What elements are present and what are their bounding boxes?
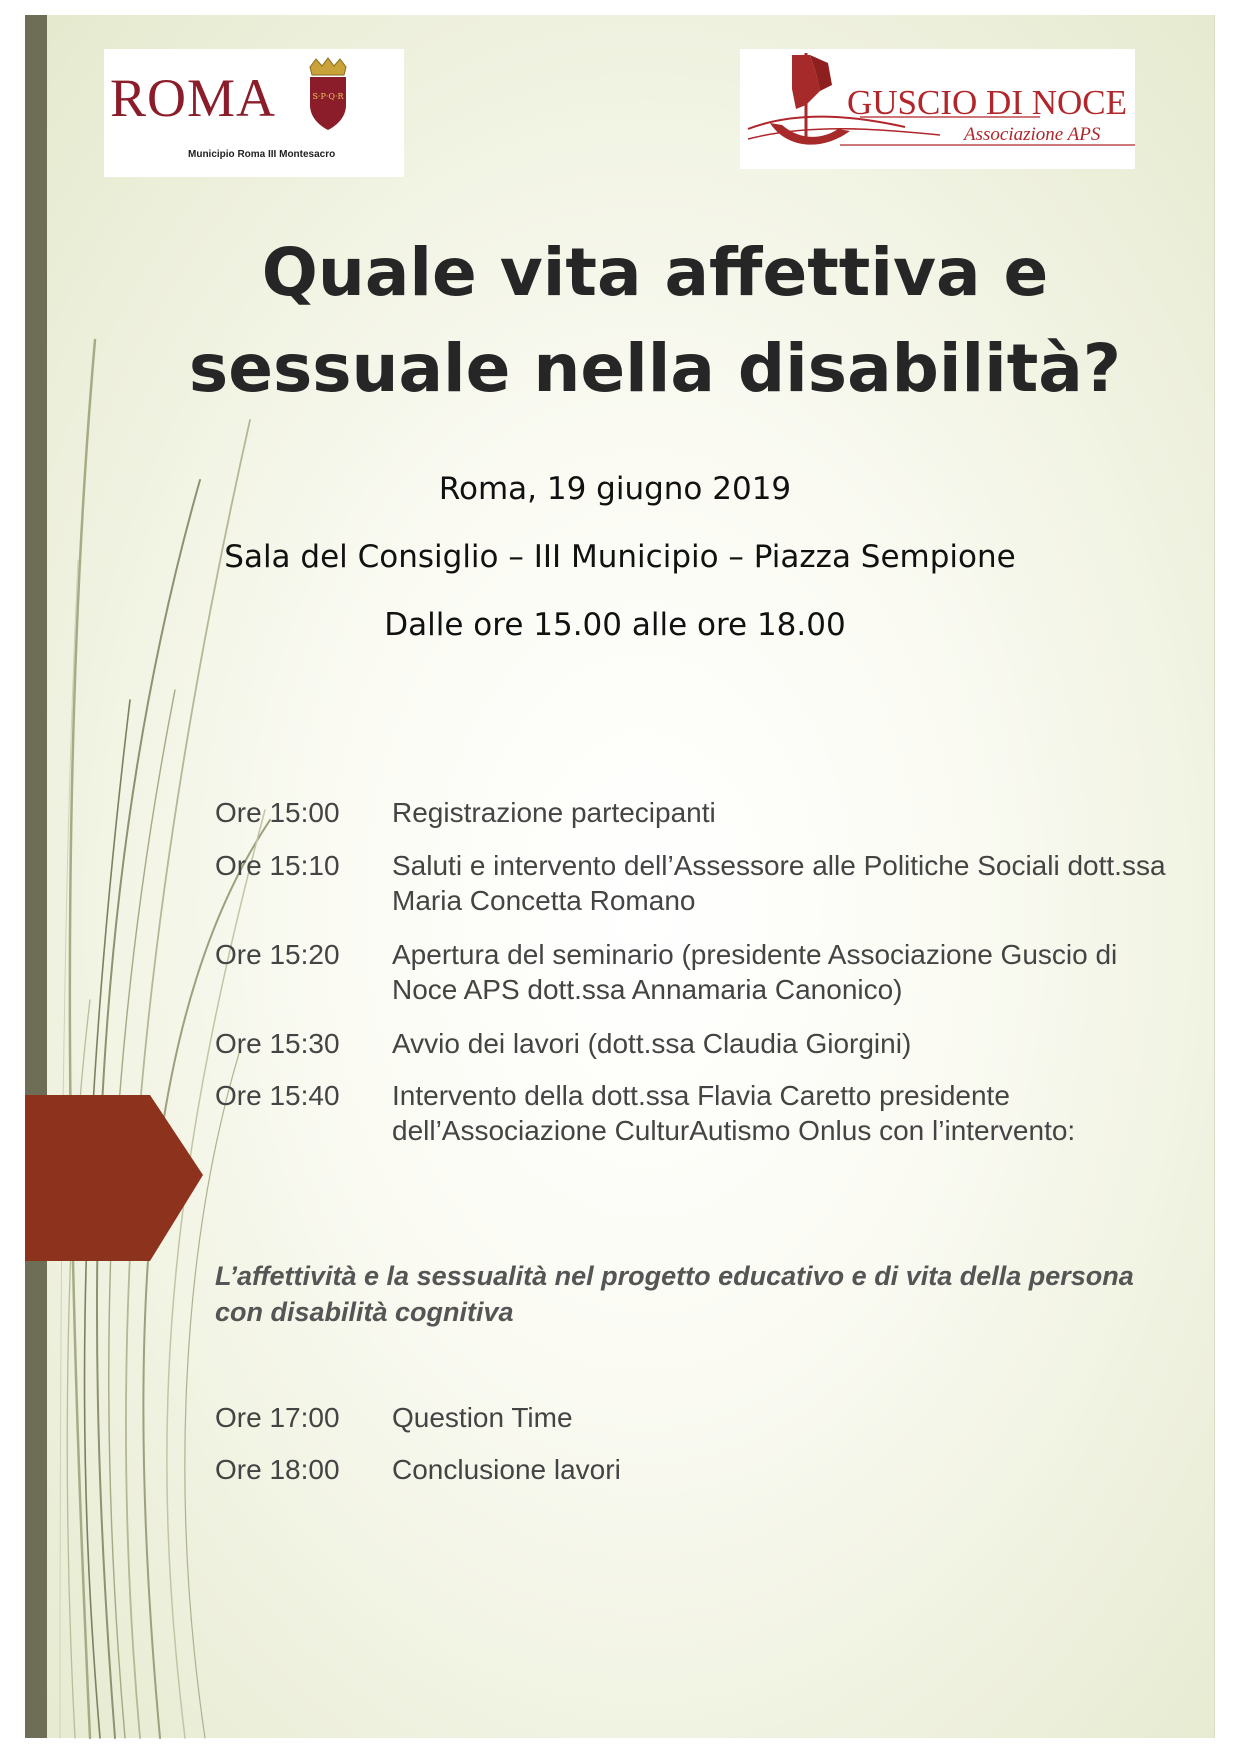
agenda-text: Avvio dei lavori (dott.ssa Claudia Giorgini) xyxy=(392,1028,912,1059)
roma-logo-word: ROMA xyxy=(110,68,277,128)
guscio-logo-subtitle: Associazione APS xyxy=(964,124,1101,145)
page-edge xyxy=(1214,15,1215,1738)
agenda-text: Registrazione partecipanti xyxy=(392,797,716,828)
agenda-time: Ore 15:40 xyxy=(215,1080,340,1111)
agenda-time: Ore 15:10 xyxy=(215,850,340,881)
title-line-1: Quale vita affettiva e xyxy=(261,234,1049,311)
agenda-time: Ore 18:00 xyxy=(215,1454,340,1485)
agenda-text: Question Time xyxy=(392,1402,573,1433)
guscio-di-noce-logo xyxy=(740,49,1135,169)
roma-logo xyxy=(104,49,404,177)
agenda-time: Ore 15:00 xyxy=(215,797,340,828)
roma-logo-subtitle: Municipio Roma III Montesacro xyxy=(188,149,336,160)
event-date: Roma, 19 giugno 2019 xyxy=(438,471,792,507)
agenda-text: Saluti e intervento dell’Assessore alle Politiche Sociali dott.ssa Maria Concetta Romano xyxy=(392,850,1166,916)
agenda-text: Conclusione lavori xyxy=(392,1454,621,1485)
event-hours: Dalle ore 15.00 alle ore 18.00 xyxy=(384,607,846,643)
agenda-time: Ore 17:00 xyxy=(215,1402,340,1433)
guscio-logo-title: GUSCIO DI NOCE xyxy=(847,83,1127,122)
talk-title: L’affettività e la sessualità nel progetto educativo e di vita della persona con disabilità cognitiva xyxy=(215,1261,1134,1327)
left-accent-bar xyxy=(25,15,47,1738)
crest-text: S·P·Q·R xyxy=(312,92,344,101)
spqr-crest-icon xyxy=(304,57,352,132)
agenda-time: Ore 15:20 xyxy=(215,939,340,970)
agenda-text: Apertura del seminario (presidente Associazione Guscio di Noce APS dott.ssa Annamaria Canonico) xyxy=(392,939,1118,1005)
agenda-time: Ore 15:30 xyxy=(215,1028,340,1059)
agenda-text: Intervento della dott.ssa Flavia Caretto presidente dell’Associazione CulturAutismo Onlus con l’intervento: xyxy=(392,1080,1076,1146)
event-venue: Sala del Consiglio – III Municipio – Piazza Sempione xyxy=(224,539,1016,575)
page-title xyxy=(140,225,1170,417)
red-chevron-shape xyxy=(25,1095,205,1261)
title-line-2: sessuale nella disabilità? xyxy=(188,330,1122,407)
